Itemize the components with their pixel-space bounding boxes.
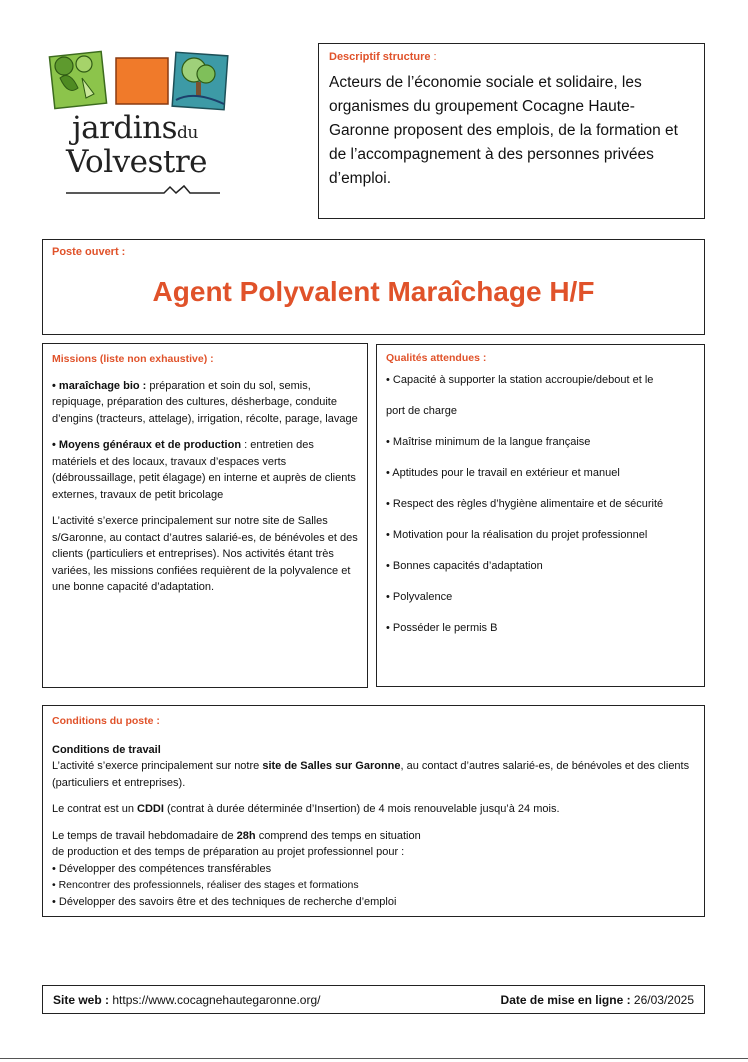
logo	[44, 48, 234, 198]
conditions-label: Conditions du poste :	[52, 715, 160, 727]
footer-box	[42, 985, 705, 1014]
site-web-link[interactable]: https://www.cocagnehautegaronne.org/	[109, 992, 321, 1007]
qualite-item: port de charge	[386, 405, 457, 417]
missions-paragraph: L’activité s’exerce principalement sur notre site de Salles s/Garonne, au contact d’autres salarié-es, de bénévoles et des clients (particuliers et entreprises). Nos activités étant très variées, les missions confiées requièrent de la polyvalence et une bonne capacité d’adaptation.	[52, 515, 358, 593]
conditions-bullet: • Rencontrer des professionnels, réaliser des stages et formations	[52, 879, 359, 891]
job-title: Agent Polyvalent Maraîchage H/F	[152, 276, 595, 307]
qualite-item: • Polyvalence	[386, 591, 453, 603]
conditions-paragraph-contract: Le contrat est un CDDI (contrat à durée déterminée d’Insertion) de 4 mois renouvelable jusqu’à 24 mois.	[52, 803, 560, 815]
conditions-paragraph-site: L’activité s’exerce principalement sur notre site de Salles sur Garonne, au contact d’autres salarié-es, de bénévoles et des clients (particuliers et entreprises).	[52, 760, 690, 789]
qualite-item: • Posséder le permis B	[386, 622, 498, 634]
bottom-divider	[0, 1058, 748, 1059]
conditions-bullet: • Développer des savoirs être et des techniques de recherche d’emploi	[52, 895, 397, 908]
missions-box	[42, 343, 368, 688]
descriptif-label: Descriptif structure :	[329, 51, 437, 63]
logo-word-du: du	[177, 123, 198, 143]
poste-label: Poste ouvert :	[52, 246, 126, 258]
date-mise-en-ligne: Date de mise en ligne : 26/03/2025	[500, 992, 694, 1007]
conditions-bullet: • Développer des compétences transférables	[52, 862, 272, 875]
missions-label: Missions (liste non exhaustive) :	[52, 353, 214, 365]
logo-skyline	[44, 182, 234, 196]
qualites-label: Qualités attendues :	[386, 352, 487, 364]
site-web: Site web : https://www.cocagnehautegaronne.org/	[53, 992, 321, 1007]
logo-word-volvestre: Volvestre	[66, 144, 208, 180]
descriptif-structure-box	[318, 43, 705, 219]
qualite-item: • Bonnes capacités d’adaptation	[386, 560, 543, 572]
logo-illustration	[44, 48, 234, 118]
qualite-item: • Respect des règles d’hygiène alimentaire et de sécurité	[386, 498, 664, 510]
poste-ouvert-box	[42, 239, 705, 335]
conditions-paragraph-hours-line2: de production et des temps de préparation au projet professionnel pour :	[52, 846, 405, 858]
qualites-box	[376, 344, 705, 687]
conditions-subtitle: Conditions de travail	[52, 743, 161, 756]
descriptif-text: Acteurs de l’économie sociale et solidaire, les organismes du groupement Cocagne Haute-Garonne proposent des emplois, de la formation et de l’accompagnement à des personnes privées d’emploi.	[329, 74, 678, 187]
qualite-item: • Maîtrise minimum de la langue française	[386, 436, 591, 448]
mission-item-maraichage: • maraîchage bio : préparation et soin du sol, semis, repiquage, préparation des cultures, désherbage, conduite d’engins (tracteurs, attelage), irrigation, récolte, parage, lavage	[52, 379, 358, 425]
conditions-box	[42, 705, 705, 917]
qualite-item: • Aptitudes pour le travail en extérieur et manuel	[386, 467, 620, 479]
qualite-item: • Capacité à supporter la station accroupie/debout et le	[386, 374, 654, 386]
mission-item-moyens-generaux: • Moyens généraux et de production : entretien des matériels et des locaux, travaux d’espaces verts (débroussaillage, petit élagage) en interne et auprès de clients externes, travaux de petit bricolage	[52, 439, 356, 501]
qualite-item: • Motivation pour la réalisation du projet professionnel	[386, 529, 648, 541]
logo-word-jardins: jardinsdu	[72, 110, 198, 146]
conditions-paragraph-hours: Le temps de travail hebdomadaire de 28h comprend des temps en situation	[52, 829, 421, 842]
